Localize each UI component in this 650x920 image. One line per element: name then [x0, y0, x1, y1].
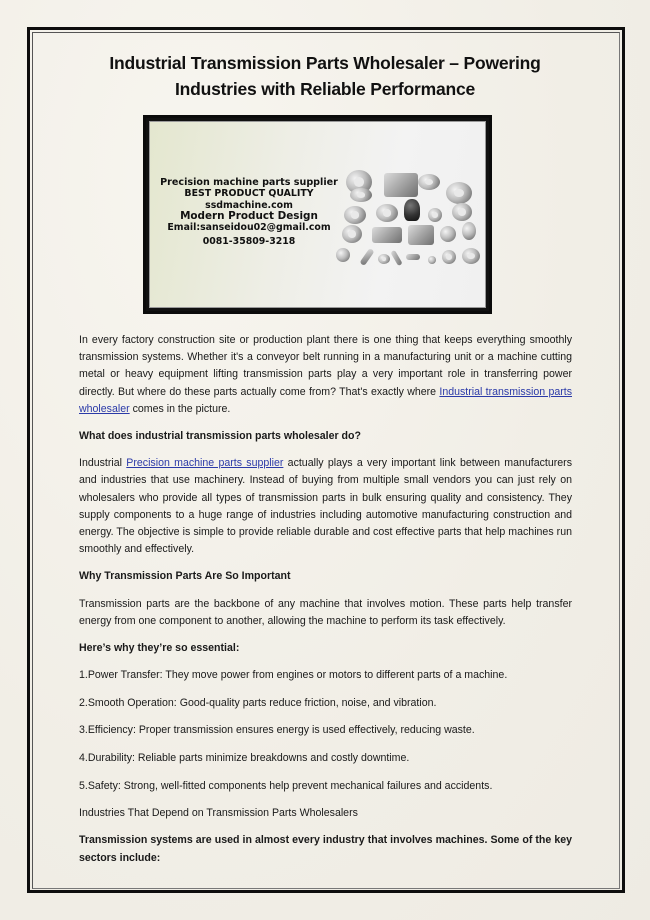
- hero-image-content: [149, 121, 486, 308]
- title-line-2: Industries with Reliable Performance: [174, 79, 476, 99]
- hero-line-supplier: Precision machine parts supplier: [160, 177, 338, 188]
- precision-supplier-link[interactable]: Precision machine parts supplier: [126, 457, 284, 470]
- what-after-link: actually plays a very important link between manufacturers and industries that use machinery. Instead of buying from multiple small vendors you can just rely on wholesalers who provide all types of transmission parts in bulk ensuring quality and consistency. They supply components to a huge range of industries including automotive manufacturing construction and energy. The objective is simple to provide reliable durable and cost effective parts that help machines run smoothly and effectively.: [79, 457, 573, 556]
- heading-essential: Here’s why they’re so essential:: [79, 642, 240, 655]
- essential-item: 2.Smooth Operation: Good-quality parts reduce friction, noise, and vibration.: [79, 696, 437, 709]
- hero-image-caption: [154, 177, 344, 248]
- part-pin-icon: [390, 250, 402, 266]
- intro-text: In every factory construction site or production plant there is one thing that keeps everything smoothly transmission systems. Whether it's a conveyor belt running in a manufacturing unit or a machine cutting metal or heavy equipment lifting transmission parts play a very important role in transferring power directly. But where do these parts actually come from? That's exactly where: [79, 334, 572, 398]
- what-paragraph: [79, 455, 572, 558]
- part-cover-icon: [408, 225, 434, 245]
- why-paragraph: Transmission parts are the backbone of any machine that involves motion. These parts help transfer energy from one component to another, allowing the machine to perform its task effectively.: [79, 597, 572, 627]
- machine-parts-photo: [342, 170, 486, 270]
- part-housing-icon: [446, 182, 472, 204]
- article-body: [79, 332, 572, 877]
- hero-line-phone: 0081-35809-3218: [202, 236, 296, 248]
- heading-industries: Industries That Depend on Transmission Parts Wholesalers: [79, 807, 358, 820]
- essential-item: 4.Durability: Reliable parts minimize breakdowns and costly downtime.: [79, 752, 410, 765]
- part-hub-icon: [452, 203, 472, 221]
- part-bushing-icon: [440, 226, 456, 242]
- page-title: [40, 50, 610, 102]
- part-plate-icon: [344, 206, 366, 224]
- essential-item: 5.Safety: Strong, well-fitted components help prevent mechanical failures and accidents.: [79, 779, 493, 792]
- part-disc-icon: [418, 174, 440, 190]
- essential-item: 3.Efficiency: Proper transmission ensures energy is used effectively, reducing waste.: [79, 724, 475, 737]
- heading-what-wholesaler-does: What does industrial transmission parts wholesaler do?: [79, 430, 361, 443]
- part-small-nut-icon: [428, 256, 436, 264]
- part-lever-icon: [359, 248, 374, 266]
- part-spacer-icon: [342, 225, 362, 243]
- part-block-icon: [372, 227, 402, 243]
- part-screw-icon: [406, 254, 420, 260]
- what-before-link: Industrial: [79, 457, 127, 470]
- part-coupling-icon: [442, 250, 456, 264]
- heading-why-important: Why Transmission Parts Are So Important: [79, 570, 291, 583]
- intro-paragraph: [79, 332, 572, 418]
- part-gear-icon: [428, 208, 442, 222]
- hero-line-email: Email:sanseidou02@gmail.com: [167, 222, 331, 234]
- title-line-1: Industrial Transmission Parts Wholesaler – Powering: [109, 53, 541, 73]
- wholesaler-link[interactable]: Industrial transmission parts wholesaler: [79, 385, 572, 415]
- part-washer-icon: [378, 254, 390, 264]
- essential-item: 1.Power Transfer: They move power from engines or motors to different parts of a machine.: [79, 669, 508, 682]
- part-cap-icon: [404, 199, 420, 221]
- hero-line-website: ssdmachine.com: [205, 199, 293, 211]
- part-cup-icon: [462, 248, 480, 264]
- part-ring-icon: [376, 204, 398, 222]
- part-sleeve-icon: [462, 222, 476, 240]
- hero-line-design: Modern Product Design: [180, 209, 318, 222]
- hero-line-quality: BEST PRODUCT QUALITY: [184, 188, 314, 200]
- part-flange-base-icon: [350, 188, 372, 202]
- intro-after-link: comes in the picture.: [129, 402, 231, 415]
- hero-image: [143, 115, 492, 314]
- part-nut-icon: [336, 248, 350, 262]
- industries-intro: Transmission systems are used in almost every industry that involves machines. Some of the key sectors include:: [79, 834, 572, 864]
- part-bracket-icon: [384, 173, 418, 197]
